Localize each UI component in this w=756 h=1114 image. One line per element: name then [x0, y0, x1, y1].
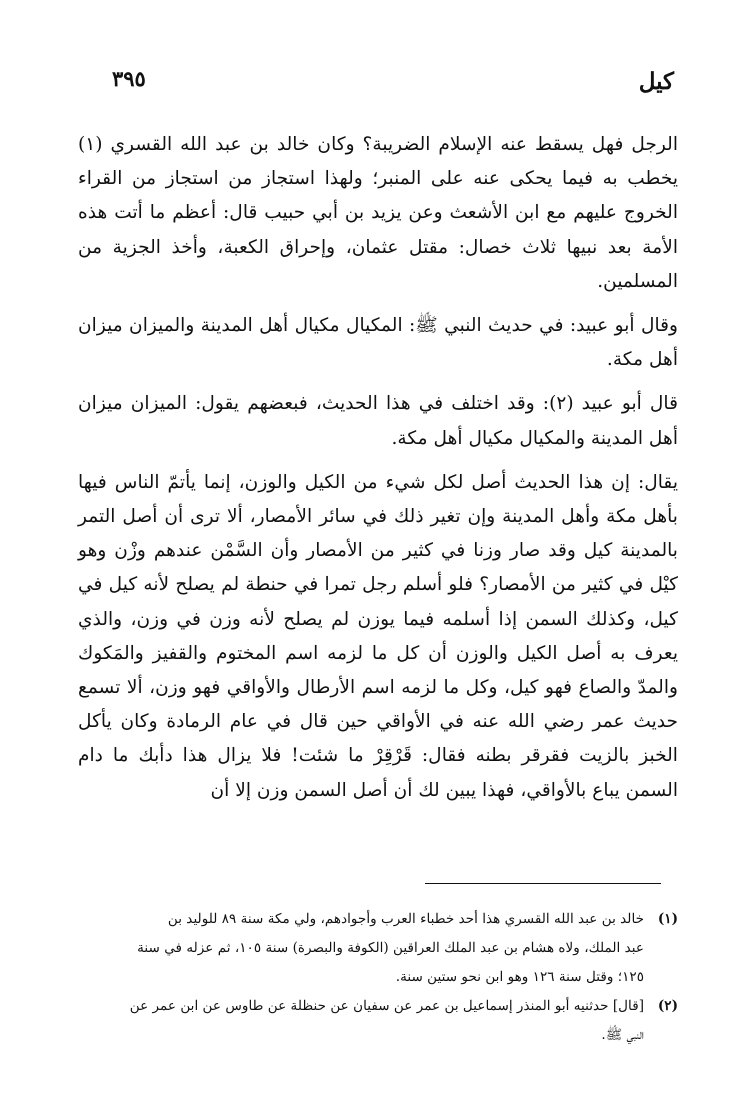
- footnote: [78, 905, 678, 992]
- text-line: ميزان أهل المدينة والمكيال مكيال أهل مكة.: [78, 393, 678, 449]
- footnote-line: خالد بن عبد الله القسري هذا أحد خطباء العرب وأجوادهم، ولي مكة سنة ٨٩ للوليد بن: [167, 911, 644, 927]
- main-text: [78, 128, 678, 808]
- paragraph: [78, 466, 678, 808]
- paragraph: [78, 128, 678, 299]
- footnote-separator: [425, 883, 661, 884]
- text-line: وكان يأكل الخبز بالزيت فقرقر بطنه فقال: قَرْقِرْ ما شئت! فلا يزال هذا: [78, 711, 678, 767]
- footnote-marker: (١): [657, 911, 678, 927]
- text-line: وزْن وهو كيْل في كثير من الأمصار؟ فلو أسلم رجل تمرا في حنطة لم يصلح لأنه: [78, 540, 678, 596]
- footnote: [78, 992, 678, 1050]
- footnote-line: النبي ﷺ.: [601, 1027, 644, 1043]
- text-line: عليهم مع ابن الأشعث وعن يزيد بن أبي حبيب قال: أعظم ما أتت هذه الأمة: [78, 202, 678, 258]
- page-number: ٣٩٥: [112, 66, 146, 91]
- text-line: يخطب به فيما يحكى عنه على المنبر؛ ولهذا استجاز من استجاز من القراء الخروج: [78, 168, 678, 224]
- footnote-line: عبد الملك، ولاه هشام بن عبد الملك العراقين (الكوفة والبصرة) سنة ١٠٥، ثم عزله في سنة: [137, 940, 644, 956]
- text-line: وقال أبو عبيد: في حديث النبي ﷺ: المكيال مكيال أهل المدينة والميزان: [129, 315, 678, 337]
- footnote-text: [78, 905, 644, 992]
- footnote-text: [78, 992, 644, 1050]
- text-line: أصل التمر بالمدينة كيل وقد صار وزنا في كثير من الأمصار وأن السَّمْن عندهم: [78, 506, 678, 562]
- text-line: ميزان أهل مكة.: [78, 315, 678, 371]
- text-line: قال أبو عبيد (٢): وقد اختلف في هذا الحديث، فبعضهم يقول: الميزان: [130, 393, 678, 415]
- footnotes: [78, 905, 678, 1050]
- text-line: بعد نبيها ثلاث خصال: مقتل عثمان، وإحراق الكعبة، وأخذ الجزية من: [78, 236, 632, 258]
- text-line: يقال: إن هذا الحديث أصل لكل شيء من الكيل والوزن، إنما يأتمّ الناس: [114, 471, 678, 493]
- footnote-marker: (٢): [657, 998, 678, 1014]
- paragraph: [78, 387, 678, 455]
- footnote-line: ١٢٥؛ وقتل سنة ١٢٦ وهو ابن نحو ستين سنة.: [395, 969, 644, 985]
- text-line: وزن، ألا تسمع حديث عمر رضي الله عنه في الأواقي حين قال في عام الرمادة: [78, 677, 678, 733]
- running-header-word: كيل: [638, 68, 674, 95]
- paragraph: [78, 309, 678, 377]
- text-line: دأبك ما دام السمن يباع بالأواقي، فهذا يبين لك أن أصل السمن وزن إلا أن: [78, 745, 678, 801]
- text-line: كيل في كيل، وكذلك السمن إذا أسلمه فيما يوزن لم يصلح لأنه وزن في وزن،: [78, 574, 678, 630]
- text-line: فيها بأهل مكة وأهل المدينة وإن تغير ذلك في سائر الأمصار، ألا ترى أن: [78, 471, 678, 528]
- text-line: والذي يعرف به أصل الكيل والوزن أن كل ما لزمه اسم المختوم والقفيز: [78, 608, 678, 664]
- text-line: والمَكوك والمدّ والصاع فهو كيل، وكل ما لزمه اسم الأرطال والأواقي فهو: [78, 642, 678, 699]
- text-line: الرجل فهل يسقط عنه الإسلام الضريبة؟ وكان خالد بن عبد الله القسري (١): [78, 134, 678, 155]
- text-line: المسلمين.: [597, 270, 678, 292]
- footnote-line: [قال] حدثنيه أبو المنذر إسماعيل بن عمر عن سفيان عن حنظلة عن طاوس عن ابن عمر عن: [129, 998, 644, 1014]
